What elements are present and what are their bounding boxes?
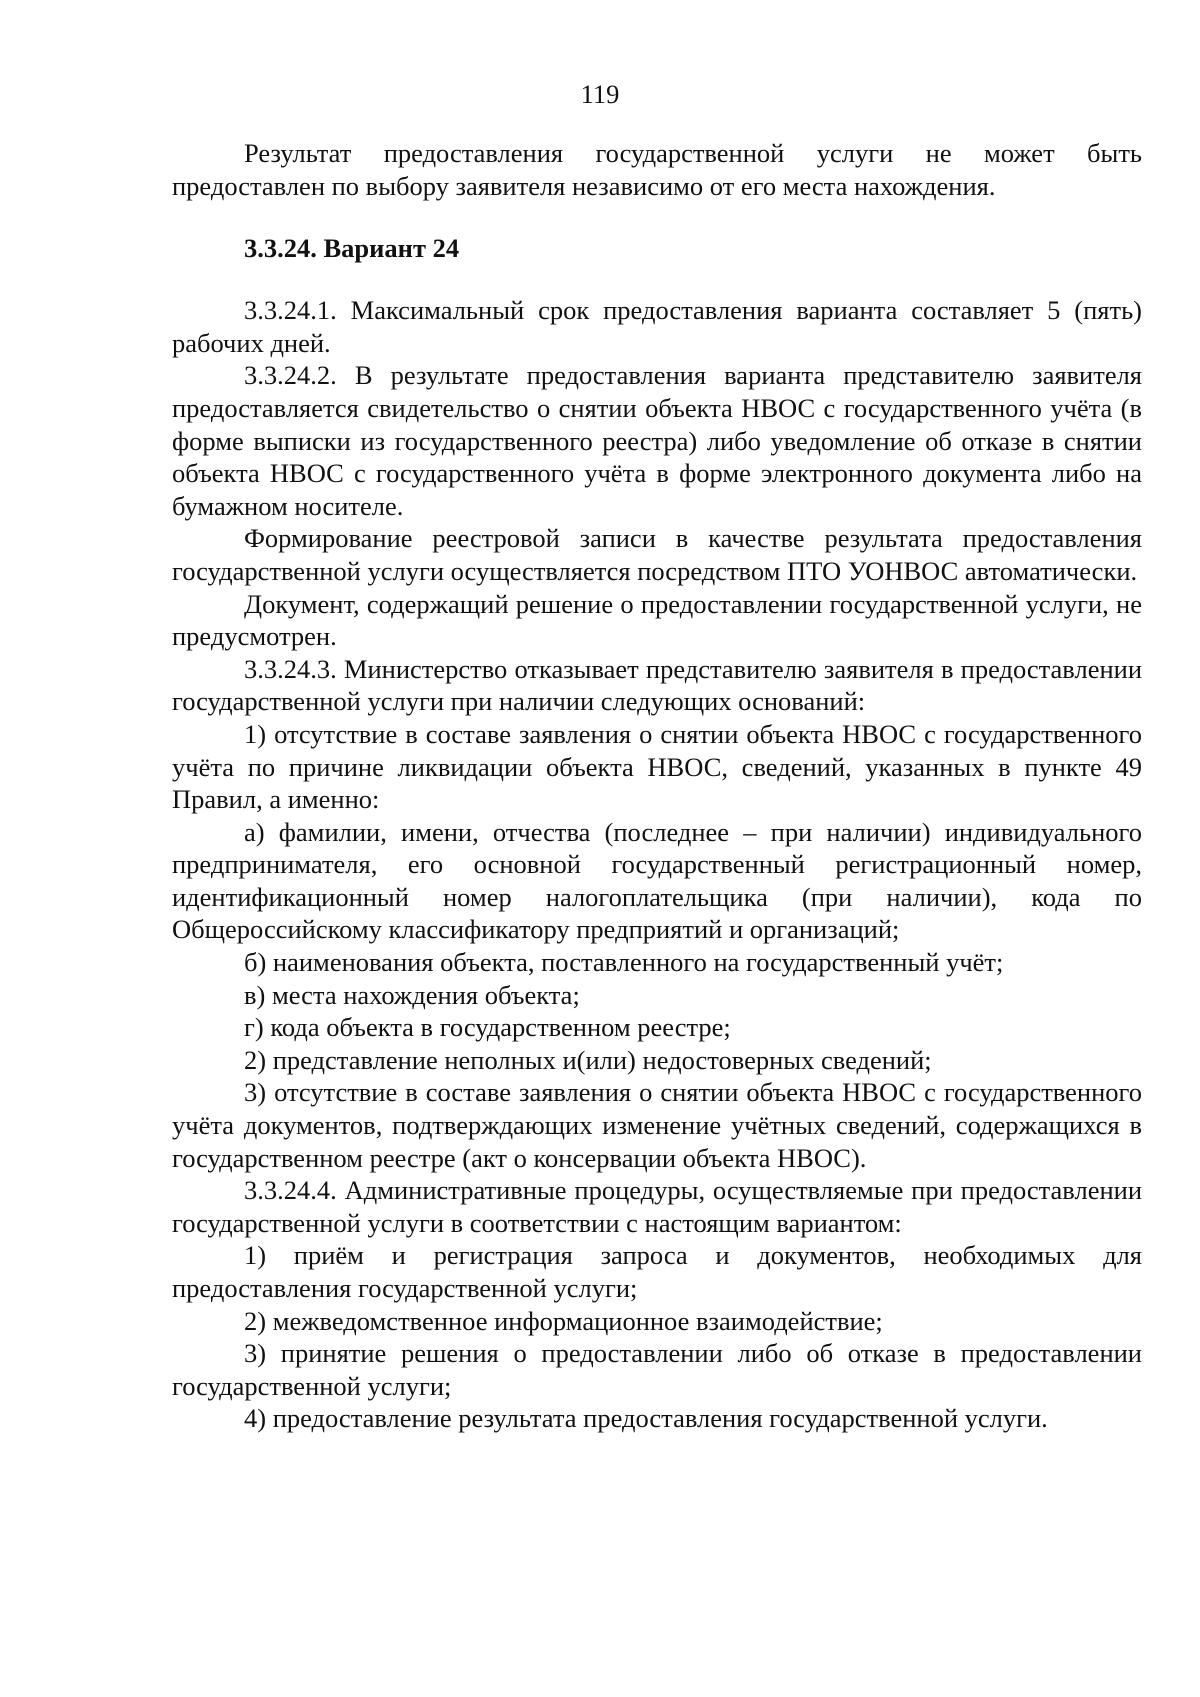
list-item-refusal-2: 2) представление неполных и(или) недостоверных сведений; <box>244 1044 932 1075</box>
list-item-procedure-1: 1) приём и регистрация запроса и документов, необходимых для предоставления государственной услуги; <box>172 1240 1142 1303</box>
paragraph-3-3-24-2: 3.3.24.2. В результате предоставления варианта представителю заявителя предоставляется свидетельство о снятии объекта НВОС с государственного учёта (в форме выписки из государственного реестра) либо уведомление об отказе в снятии объекта НВОС с государственного учёта в форме электронного документа либо на бумажном носителе. <box>172 360 1142 521</box>
section-heading: 3.3.24. Вариант 24 <box>244 233 460 264</box>
paragraph-3-3-24-3: 3.3.24.3. Министерство отказывает представителю заявителя в предоставлении государственной услуги при наличии следующих оснований: <box>172 653 1142 717</box>
document-body <box>172 137 1142 1435</box>
list-item-refusal-1: 1) отсутствие в составе заявления о снятии объекта НВОС с государственного учёта по причине ликвидации объекта НВОС, сведений, указанных в пункте 49 Правил, а именно: <box>172 718 1142 815</box>
paragraph-3-3-24-1: 3.3.24.1. Максимальный срок предоставления варианта составляет 5 (пять) рабочих дней. <box>172 295 1142 358</box>
list-item-procedure-2: 2) межведомственное информационное взаимодействие; <box>244 1305 883 1336</box>
paragraph-registry-record: Формирование реестровой записи в качестве результата предоставления государственной услуги осуществляется посредством ПТО УОНВОС автоматически. <box>172 523 1142 586</box>
page-number: 119 <box>580 79 620 109</box>
list-item-refusal-1d: г) кода объекта в государственном реестре; <box>244 1012 731 1043</box>
list-item-refusal-1b: б) наименования объекта, поставленного на государственный учёт; <box>244 947 1004 978</box>
paragraph-3-3-24-4: 3.3.24.4. Административные процедуры, осуществляемые при предоставлении государственной услуги в соответствии с настоящим вариантом: <box>172 1175 1142 1238</box>
list-item-refusal-1a: а) фамилии, имени, отчества (последнее – при наличии) индивидуального предпринимателя, его основной государственный регистрационный номер, идентификационный номер налогоплательщика (при наличии), кода по Общероссийскому классификатору предприятий и организаций; <box>172 816 1142 945</box>
list-item-procedure-4: 4) предоставление результата предоставления государственной услуги. <box>244 1403 1048 1434</box>
list-item-procedure-3: 3) принятие решения о предоставлении либо об отказе в предоставлении государственной услуги; <box>172 1338 1142 1401</box>
list-item-refusal-3: 3) отсутствие в составе заявления о снятии объекта НВОС с государственного учёта документов, подтверждающих изменение учётных сведений, содержащихся в государственном реестре (акт о консервации объекта НВОС). <box>172 1077 1142 1173</box>
intro-paragraph: Результат предоставления государственной услуги не может быть предоставлен по выбору заявителя независимо от его места нахождения. <box>172 138 1142 201</box>
list-item-refusal-1c: в) места нахождения объекта; <box>244 979 580 1010</box>
paragraph-decision-document: Документ, содержащий решение о предоставлении государственной услуги, не предусмотрен. <box>172 588 1142 652</box>
